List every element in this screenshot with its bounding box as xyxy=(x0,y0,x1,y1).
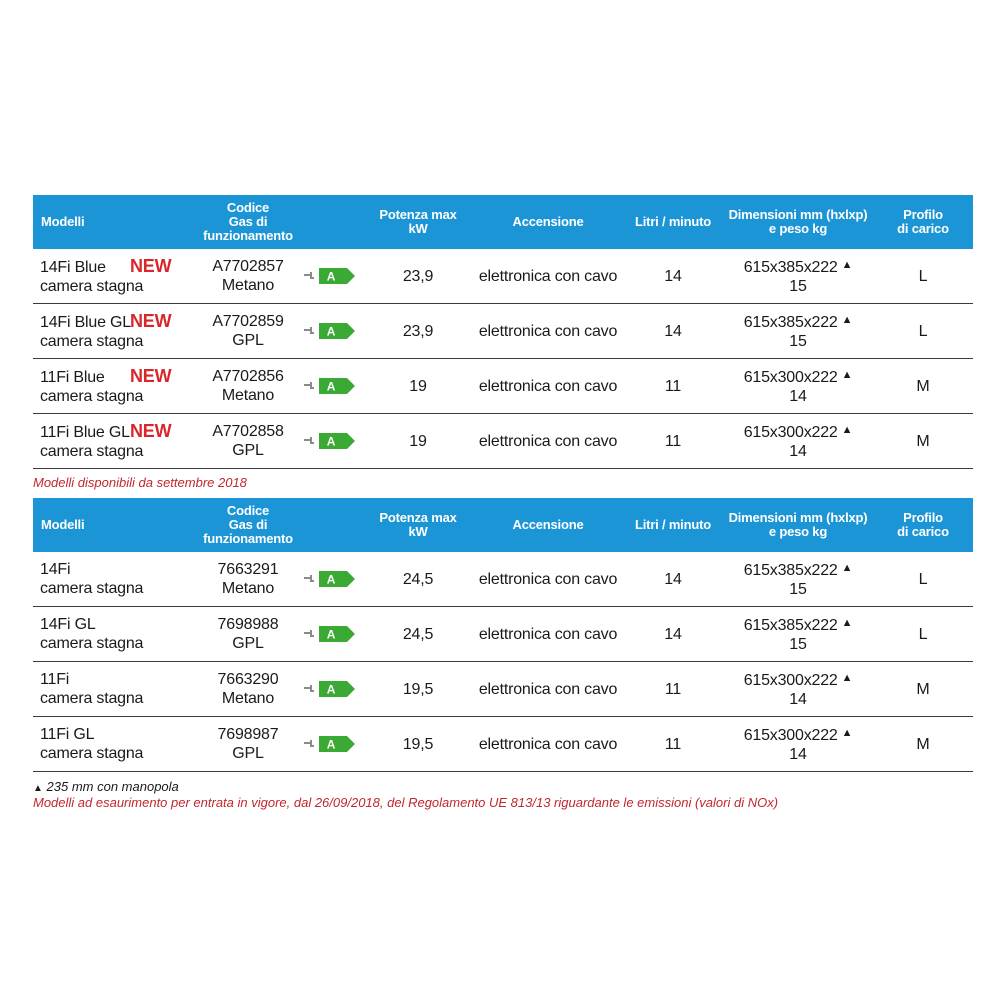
power-cell: 23,9 xyxy=(363,304,473,359)
table-row xyxy=(33,662,973,717)
ignition-cell: elettronica con cavo xyxy=(473,249,623,304)
model-subtitle: camera stagna xyxy=(40,745,144,762)
model-subtitle: camera stagna xyxy=(40,690,144,707)
model-cell xyxy=(33,607,193,662)
tap-icon xyxy=(303,436,315,446)
energy-cell xyxy=(303,607,363,662)
dimensions: 615x385x222 xyxy=(743,617,838,634)
tap-icon xyxy=(303,271,315,281)
header-code: Codice Gas di funzionamento xyxy=(193,195,303,249)
model-subtitle: camera stagna xyxy=(40,580,144,597)
ignition-cell: elettronica con cavo xyxy=(473,414,623,469)
model-subtitle: camera stagna xyxy=(40,635,144,652)
model-name: 11Fi GL xyxy=(40,726,95,743)
dims-cell xyxy=(723,304,873,359)
ignition-cell: elettronica con cavo xyxy=(473,607,623,662)
header-profile: Profilo di carico xyxy=(873,195,973,249)
header-model: Modelli xyxy=(33,498,193,552)
model-cell xyxy=(33,304,193,359)
energy-cell xyxy=(303,249,363,304)
product-code: A7702859 xyxy=(212,313,284,330)
tap-icon xyxy=(303,629,315,639)
product-code: 7663290 xyxy=(217,671,279,688)
gas-type: Metano xyxy=(221,277,275,294)
gas-type: Metano xyxy=(221,690,275,707)
liters-cell: 14 xyxy=(623,552,723,607)
weight: 14 xyxy=(789,746,807,763)
code-cell xyxy=(193,662,303,717)
weight: 15 xyxy=(789,333,807,350)
code-cell xyxy=(193,414,303,469)
model-cell xyxy=(33,414,193,469)
dims-cell xyxy=(723,552,873,607)
header-ignition: Accensione xyxy=(473,498,623,552)
header-energy xyxy=(303,498,363,552)
model-cell xyxy=(33,717,193,772)
tap-icon xyxy=(303,684,315,694)
ignition-cell: elettronica con cavo xyxy=(473,552,623,607)
energy-label xyxy=(303,378,355,394)
gas-type: GPL xyxy=(232,332,264,349)
dims-cell xyxy=(723,662,873,717)
models-table-legacy xyxy=(33,498,973,772)
profile-cell: M xyxy=(873,414,973,469)
triangle-icon: ▲ xyxy=(841,617,853,629)
regulation-note: Modelli ad esaurimento per entrata in vigore, dal 26/09/2018, del Regolamento UE 813/13 riguardante le emissioni (valori di NOx) xyxy=(33,795,779,810)
table-row xyxy=(33,717,973,772)
product-code: A7702858 xyxy=(212,423,284,440)
energy-label xyxy=(303,736,355,752)
dims-cell xyxy=(723,414,873,469)
svg-text:A: A xyxy=(326,434,336,448)
liters-cell: 14 xyxy=(623,304,723,359)
energy-cell xyxy=(303,359,363,414)
header-model: Modelli xyxy=(33,195,193,249)
product-code: 7698988 xyxy=(217,616,279,633)
profile-cell: M xyxy=(873,662,973,717)
weight: 14 xyxy=(789,443,807,460)
gas-type: GPL xyxy=(232,635,264,652)
code-cell xyxy=(193,359,303,414)
triangle-icon: ▲ xyxy=(33,783,43,794)
energy-cell xyxy=(303,414,363,469)
liters-cell: 14 xyxy=(623,607,723,662)
profile-cell: L xyxy=(873,304,973,359)
energy-cell xyxy=(303,552,363,607)
header-ignition: Accensione xyxy=(473,195,623,249)
power-cell: 19,5 xyxy=(363,717,473,772)
header-power: Potenza max kW xyxy=(363,498,473,552)
header-power: Potenza max kW xyxy=(363,195,473,249)
model-subtitle: camera stagna xyxy=(40,442,144,460)
code-cell xyxy=(193,304,303,359)
energy-label xyxy=(303,268,355,284)
liters-cell: 14 xyxy=(623,249,723,304)
power-cell: 24,5 xyxy=(363,607,473,662)
tap-icon xyxy=(303,326,315,336)
svg-text:A: A xyxy=(326,269,336,283)
liters-cell: 11 xyxy=(623,414,723,469)
dimensions: 615x300x222 xyxy=(743,672,838,689)
ignition-cell: elettronica con cavo xyxy=(473,359,623,414)
energy-label xyxy=(303,433,355,449)
tap-icon xyxy=(303,574,315,584)
svg-text:A: A xyxy=(326,379,336,393)
energy-cell xyxy=(303,304,363,359)
liters-cell: 11 xyxy=(623,717,723,772)
energy-label xyxy=(303,681,355,697)
svg-text:A: A xyxy=(326,627,336,641)
energy-label xyxy=(303,323,355,339)
profile-cell: M xyxy=(873,717,973,772)
triangle-icon: ▲ xyxy=(841,369,853,381)
table-header-row xyxy=(33,498,973,552)
triangle-icon: ▲ xyxy=(841,314,853,326)
dims-cell xyxy=(723,607,873,662)
tap-icon xyxy=(303,739,315,749)
model-cell xyxy=(33,249,193,304)
dimensions: 615x385x222 xyxy=(743,314,838,331)
dimensions: 615x300x222 xyxy=(743,369,838,386)
svg-text:A: A xyxy=(326,572,336,586)
code-cell xyxy=(193,717,303,772)
table-row xyxy=(33,249,973,304)
new-badge: NEW xyxy=(130,420,172,441)
dimensions: 615x300x222 xyxy=(743,424,838,441)
code-cell xyxy=(193,607,303,662)
liters-cell: 11 xyxy=(623,662,723,717)
model-subtitle: camera stagna xyxy=(40,332,144,350)
table-row xyxy=(33,414,973,469)
svg-text:A: A xyxy=(326,737,336,751)
new-badge: NEW xyxy=(130,310,172,331)
weight: 14 xyxy=(789,388,807,405)
energy-class-arrow-icon xyxy=(319,433,355,449)
product-code: 7663291 xyxy=(217,561,279,578)
power-cell: 19 xyxy=(363,414,473,469)
dims-cell xyxy=(723,717,873,772)
dimensions: 615x300x222 xyxy=(743,727,838,744)
new-badge: NEW xyxy=(130,365,172,386)
model-name: 11Fi Blue GL xyxy=(40,423,130,441)
power-cell: 19,5 xyxy=(363,662,473,717)
energy-label xyxy=(303,571,355,587)
ignition-cell: elettronica con cavo xyxy=(473,662,623,717)
triangle-icon: ▲ xyxy=(841,727,853,739)
model-cell xyxy=(33,552,193,607)
ignition-cell: elettronica con cavo xyxy=(473,304,623,359)
header-dims: Dimensioni mm (hxlxp) e peso kg xyxy=(723,498,873,552)
code-cell xyxy=(193,552,303,607)
model-name: 14Fi Blue xyxy=(40,258,106,276)
model-subtitle: camera stagna xyxy=(40,387,144,405)
profile-cell: L xyxy=(873,552,973,607)
gas-type: GPL xyxy=(232,745,264,762)
new-badge: NEW xyxy=(130,255,172,276)
gas-type: Metano xyxy=(221,387,275,404)
energy-class-arrow-icon xyxy=(319,268,355,284)
product-code: A7702856 xyxy=(212,368,284,385)
energy-cell xyxy=(303,717,363,772)
weight: 14 xyxy=(789,691,807,708)
table-header-row xyxy=(33,195,973,249)
tap-icon xyxy=(303,381,315,391)
model-subtitle: camera stagna xyxy=(40,277,144,295)
svg-text:A: A xyxy=(326,682,336,696)
power-cell: 23,9 xyxy=(363,249,473,304)
dimensions: 615x385x222 xyxy=(743,562,838,579)
energy-label xyxy=(303,626,355,642)
model-cell xyxy=(33,662,193,717)
power-cell: 19 xyxy=(363,359,473,414)
models-table-new xyxy=(33,195,973,469)
code-cell xyxy=(193,249,303,304)
header-dims: Dimensioni mm (hxlxp) e peso kg xyxy=(723,195,873,249)
gas-type: Metano xyxy=(221,580,275,597)
header-code: Codice Gas di funzionamento xyxy=(193,498,303,552)
footnote: ▲ 235 mm con manopola xyxy=(33,779,179,794)
energy-class-arrow-icon xyxy=(319,323,355,339)
dimensions: 615x385x222 xyxy=(743,259,838,276)
table-row xyxy=(33,304,973,359)
header-liters: Litri / minuto xyxy=(623,195,723,249)
model-name: 11Fi xyxy=(40,671,70,688)
liters-cell: 11 xyxy=(623,359,723,414)
energy-class-arrow-icon xyxy=(319,736,355,752)
energy-class-arrow-icon xyxy=(319,681,355,697)
profile-cell: L xyxy=(873,607,973,662)
weight: 15 xyxy=(789,581,807,598)
model-name: 14Fi xyxy=(40,561,71,578)
weight: 15 xyxy=(789,636,807,653)
model-name: 14Fi Blue GL xyxy=(40,313,131,331)
triangle-icon: ▲ xyxy=(841,259,853,271)
energy-class-arrow-icon xyxy=(319,626,355,642)
dims-cell xyxy=(723,359,873,414)
energy-class-arrow-icon xyxy=(319,571,355,587)
model-name: 11Fi Blue xyxy=(40,368,105,386)
header-profile: Profilo di carico xyxy=(873,498,973,552)
energy-class-arrow-icon xyxy=(319,378,355,394)
dims-cell xyxy=(723,249,873,304)
product-code: A7702857 xyxy=(212,258,284,275)
weight: 15 xyxy=(789,278,807,295)
table-row xyxy=(33,552,973,607)
power-cell: 24,5 xyxy=(363,552,473,607)
svg-text:A: A xyxy=(326,324,336,338)
ignition-cell: elettronica con cavo xyxy=(473,717,623,772)
header-liters: Litri / minuto xyxy=(623,498,723,552)
gas-type: GPL xyxy=(232,442,264,459)
triangle-icon: ▲ xyxy=(841,562,853,574)
table-row xyxy=(33,607,973,662)
energy-cell xyxy=(303,662,363,717)
model-name: 14Fi GL xyxy=(40,616,96,633)
header-energy xyxy=(303,195,363,249)
triangle-icon: ▲ xyxy=(841,672,853,684)
triangle-icon: ▲ xyxy=(841,424,853,436)
table-row xyxy=(33,359,973,414)
product-code: 7698987 xyxy=(217,726,279,743)
profile-cell: L xyxy=(873,249,973,304)
availability-note: Modelli disponibili da settembre 2018 xyxy=(33,475,247,490)
model-cell xyxy=(33,359,193,414)
profile-cell: M xyxy=(873,359,973,414)
